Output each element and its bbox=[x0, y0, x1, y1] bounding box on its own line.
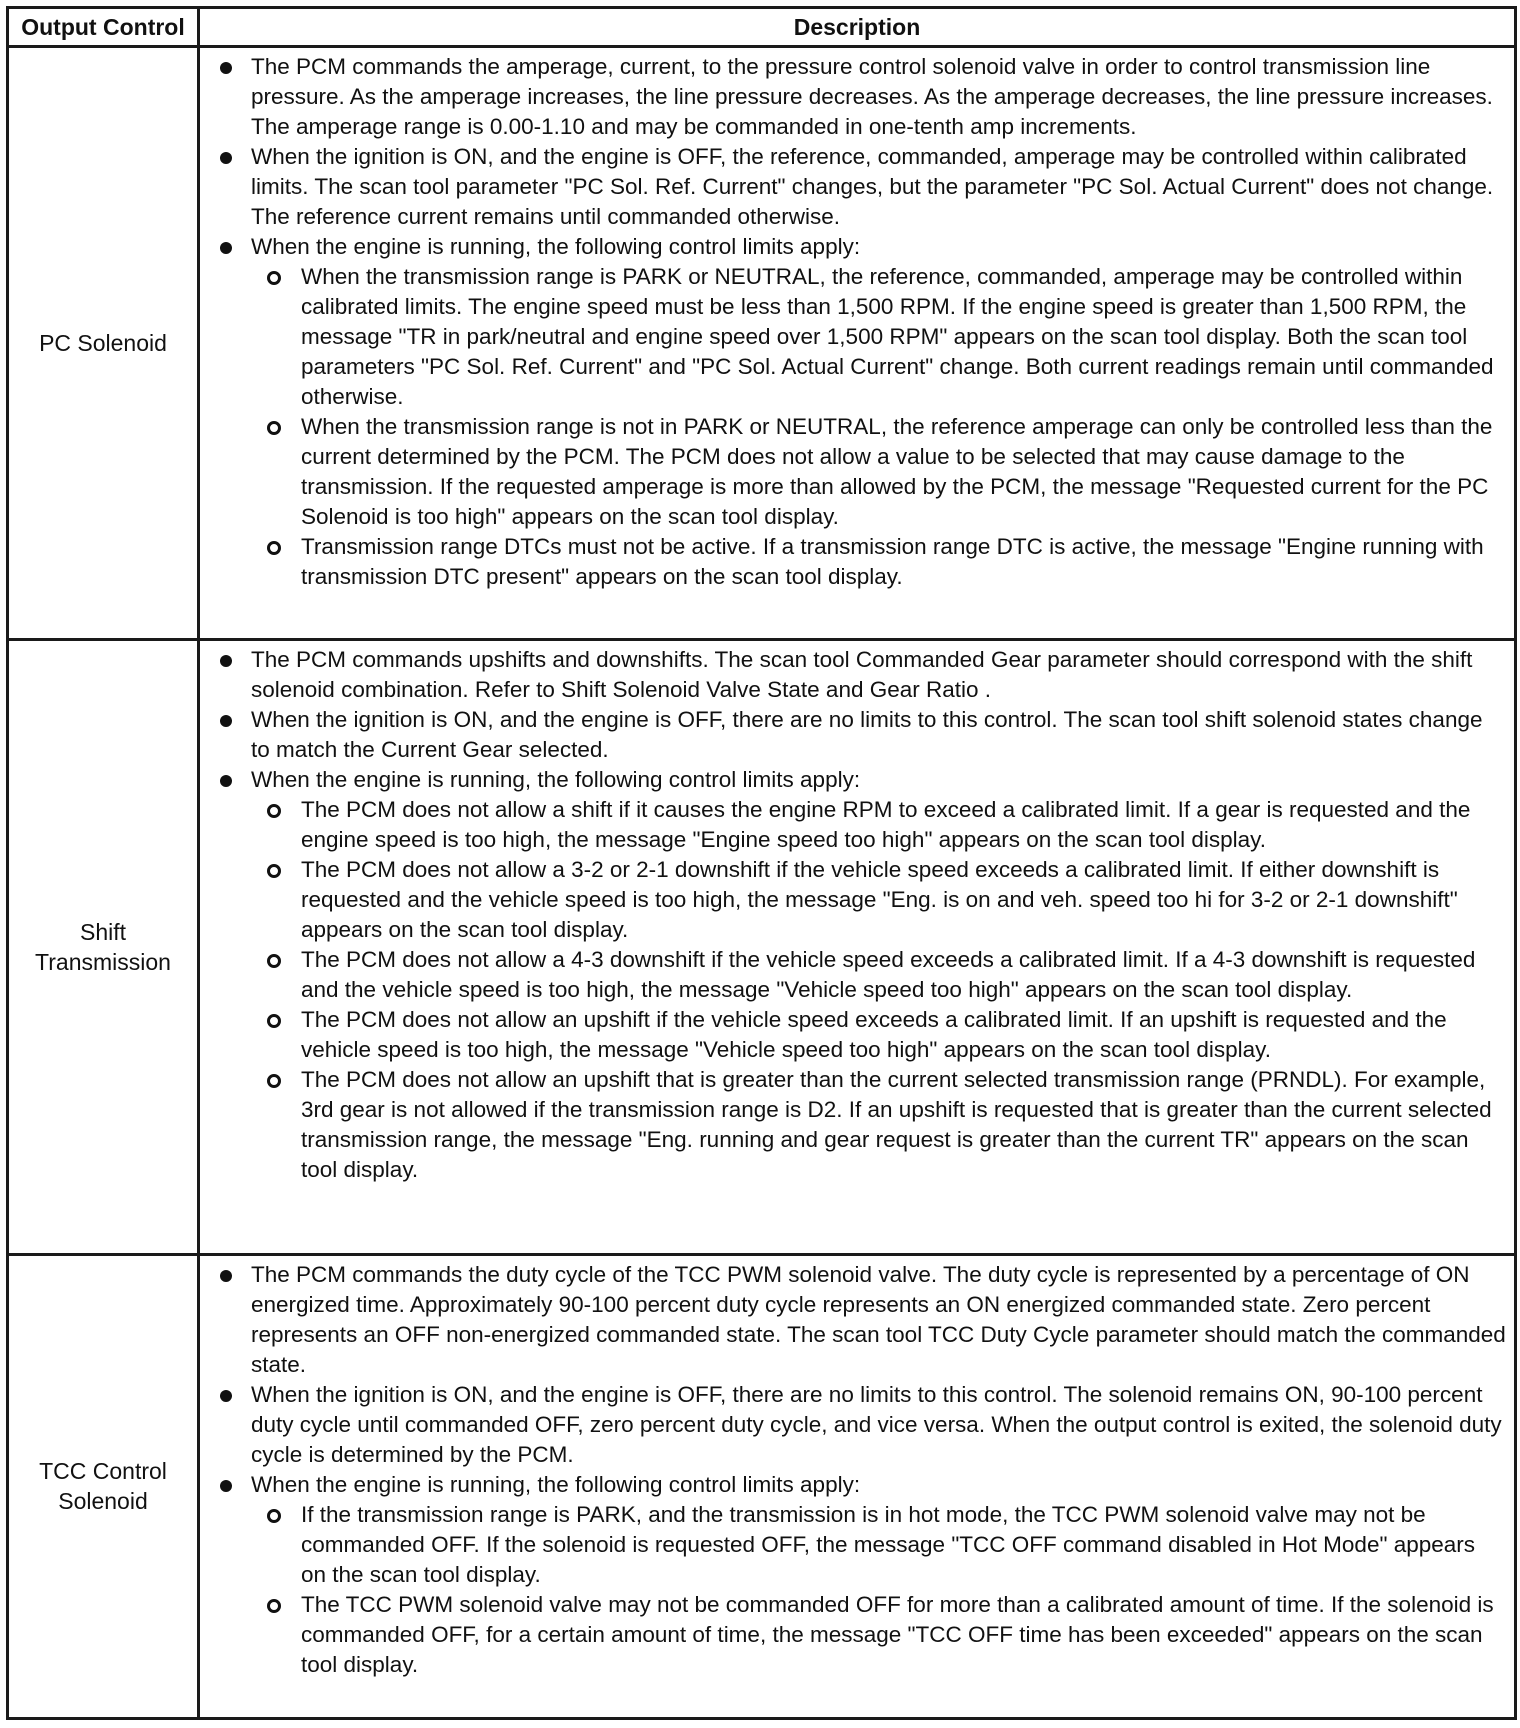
label-line: Transmission bbox=[35, 949, 171, 976]
sub-bullet-list bbox=[251, 262, 1506, 592]
list-item bbox=[210, 705, 1506, 765]
filled-bullet-icon bbox=[220, 775, 232, 787]
sub-bullet-text: The PCM does not allow an upshift if the vehicle speed exceeds a calibrated limit. If an upshift is requested and the vehicle speed is too high, the message "Vehicle speed too high" appears on the scan tool display. bbox=[301, 1007, 1447, 1063]
bullet-text: The PCM commands upshifts and downshifts. The scan tool Commanded Gear parameter should correspond with the shift solenoid combination. Refer to Shift Solenoid Valve State and Gear Ratio . bbox=[251, 647, 1473, 703]
list-item bbox=[210, 1380, 1506, 1470]
hollow-bullet-icon bbox=[267, 864, 281, 878]
bullet-text: When the engine is running, the following control limits apply: bbox=[251, 234, 861, 259]
output-control-label bbox=[8, 1254, 199, 1718]
bullet-text: The PCM commands the duty cycle of the TCC PWM solenoid valve. The duty cycle is represented by a percentage of ON energized time. Approximately 90-100 percent duty cycle represents an ON energized commanded state. Zero percent represents an OFF non-energized commanded state. The scan tool TCC Duty Cycle parameter should match the commanded state. bbox=[251, 1261, 1506, 1377]
bullet-text: When the ignition is ON, and the engine is OFF, there are no limits to this control. The scan tool shift solenoid states change to match the Current Gear selected. bbox=[251, 707, 1483, 763]
hollow-bullet-icon bbox=[267, 954, 281, 968]
filled-bullet-icon bbox=[220, 1390, 232, 1402]
table-body bbox=[8, 47, 1516, 1719]
sub-list-item bbox=[251, 532, 1506, 592]
hollow-bullet-icon bbox=[267, 1074, 281, 1088]
filled-bullet-icon bbox=[220, 1480, 232, 1492]
sub-bullet-text: When the transmission range is not in PARK or NEUTRAL, the reference amperage can only be controlled less than the current determined by the PCM. The PCM does not allow a value to be selected that may cause damage to the transmission. If the requested amperage is more than allowed by the PCM, the message "Requested current for the PC Solenoid is too high" appears on the scan tool display. bbox=[301, 414, 1493, 529]
description-cell bbox=[199, 1254, 1516, 1718]
label-line: Shift bbox=[79, 919, 127, 946]
table-row bbox=[8, 640, 1516, 1255]
table-row bbox=[8, 47, 1516, 640]
bullet-text: When the engine is running, the following control limits apply: bbox=[251, 1471, 861, 1497]
bullet-text: When the ignition is ON, and the engine is OFF, the reference, commanded, amperage may be controlled within calibrated limits. The scan tool parameter "PC Sol. Ref. Current" changes, but the parameter "PC Sol. Actual Current" does not change. The reference current remains until commanded otherwise. bbox=[251, 144, 1494, 229]
output-control-label bbox=[8, 640, 199, 1255]
sub-bullet-list bbox=[251, 795, 1506, 1185]
sub-bullet-text: The PCM does not allow a shift if it causes the engine RPM to exceed a calibrated limit. If a gear is requested and the engine speed is too high, the message "Engine speed too high" appears on the scan tool display. bbox=[301, 797, 1471, 853]
description-cell bbox=[199, 47, 1516, 640]
header-row bbox=[8, 8, 1516, 47]
hollow-bullet-icon bbox=[267, 421, 281, 435]
hollow-bullet-icon bbox=[267, 1599, 281, 1613]
bullet-list bbox=[210, 1260, 1506, 1680]
sub-bullet-text: Transmission range DTCs must not be active. If a transmission range DTC is active, the message "Engine running with transmission DTC present" appears on the scan tool display. bbox=[301, 534, 1484, 589]
sub-list-item bbox=[251, 1065, 1506, 1185]
list-item bbox=[210, 142, 1506, 232]
list-item bbox=[210, 1470, 1506, 1680]
bullet-list bbox=[210, 645, 1506, 1185]
header-output-control: Output Control bbox=[8, 8, 199, 47]
output-control-table bbox=[6, 6, 1517, 1720]
sub-list-item bbox=[251, 855, 1506, 945]
sub-bullet-text: The PCM does not allow a 4-3 downshift if the vehicle speed exceeds a calibrated limit. If a 4-3 downshift is requested and the vehicle speed is too high, the message "Vehicle speed too high" appears on the scan tool display. bbox=[301, 947, 1476, 1003]
sub-list-item bbox=[251, 262, 1506, 412]
hollow-bullet-icon bbox=[267, 804, 281, 818]
sub-bullet-text: The PCM does not allow a 3-2 or 2-1 downshift if the vehicle speed exceeds a calibrated limit. If either downshift is requested and the vehicle speed is too high, the message "Eng. is on and veh. speed too hi for 3-2 or 2-1 downshift" appears on the scan tool display. bbox=[301, 857, 1458, 943]
bullet-text: When the engine is running, the following control limits apply: bbox=[251, 767, 861, 793]
sub-bullet-text: The TCC PWM solenoid valve may not be commanded OFF for more than a calibrated amount of time. If the solenoid is commanded OFF, for a certain amount of time, the message "TCC OFF time has been exceeded" appears on the scan tool display. bbox=[301, 1591, 1494, 1677]
filled-bullet-icon bbox=[220, 242, 232, 254]
list-item bbox=[210, 765, 1506, 1185]
sub-list-item bbox=[251, 1590, 1506, 1680]
label-line: TCC Control bbox=[39, 1458, 167, 1485]
list-item bbox=[210, 645, 1506, 705]
hollow-bullet-icon bbox=[267, 1509, 281, 1523]
header-description: Description bbox=[199, 8, 1516, 47]
sub-list-item bbox=[251, 1500, 1506, 1590]
list-item bbox=[210, 52, 1506, 142]
hollow-bullet-icon bbox=[267, 541, 281, 555]
sub-list-item bbox=[251, 1005, 1506, 1065]
bullet-list bbox=[210, 52, 1506, 592]
filled-bullet-icon bbox=[220, 655, 232, 667]
table-row bbox=[8, 1254, 1516, 1718]
sub-list-item bbox=[251, 795, 1506, 855]
hollow-bullet-icon bbox=[267, 271, 281, 285]
bullet-text: When the ignition is ON, and the engine is OFF, there are no limits to this control. The solenoid remains ON, 90-100 percent duty cycle until commanded OFF, zero percent duty cycle, and vice versa. When the output control is exited, the solenoid duty cycle is determined by the PCM. bbox=[251, 1381, 1502, 1467]
sub-bullet-list bbox=[251, 1500, 1506, 1680]
sub-list-item bbox=[251, 412, 1506, 532]
sub-bullet-text: If the transmission range is PARK, and the transmission is in hot mode, the TCC PWM solenoid valve may not be commanded OFF. If the solenoid is requested OFF, the message "TCC OFF command disabled in Hot Mode" appears on the scan tool display. bbox=[301, 1501, 1475, 1587]
list-item bbox=[210, 232, 1506, 592]
bullet-text: The PCM commands the amperage, current, to the pressure control solenoid valve in order to control transmission line pressure. As the amperage increases, the line pressure decreases. As the amperage decreases, the line pressure increases. The amperage range is 0.00-1.10 and may be commanded in one-tenth amp increments. bbox=[251, 54, 1493, 139]
sub-bullet-text: When the transmission range is PARK or NEUTRAL, the reference, commanded, amperage may be controlled within calibrated limits. The engine speed must be less than 1,500 RPM. If the engine speed is greater than 1,500 RPM, the message "TR in park/neutral and engine speed over 1,500 RPM" appears on the scan tool display. Both the scan tool parameters "PC Sol. Ref. Current" and "PC Sol. Actual Current" change. Both current readings remain until commanded otherwise. bbox=[301, 264, 1494, 409]
filled-bullet-icon bbox=[220, 715, 232, 727]
hollow-bullet-icon bbox=[267, 1014, 281, 1028]
output-control-label bbox=[8, 47, 199, 640]
filled-bullet-icon bbox=[220, 1270, 232, 1282]
label-line: Solenoid bbox=[58, 1488, 148, 1515]
description-cell bbox=[199, 640, 1516, 1255]
filled-bullet-icon bbox=[220, 152, 232, 164]
filled-bullet-icon bbox=[220, 62, 232, 74]
list-item bbox=[210, 1260, 1506, 1380]
label-line: PC Solenoid bbox=[39, 330, 167, 357]
sub-list-item bbox=[251, 945, 1506, 1005]
sub-bullet-text: The PCM does not allow an upshift that is greater than the current selected transmission range (PRNDL). For example, 3rd gear is not allowed if the transmission range is D2. If an upshift is requested that is greater than the current selected transmission range, the message "Eng. running and gear request is greater than the current TR" appears on the scan tool display. bbox=[301, 1067, 1492, 1183]
